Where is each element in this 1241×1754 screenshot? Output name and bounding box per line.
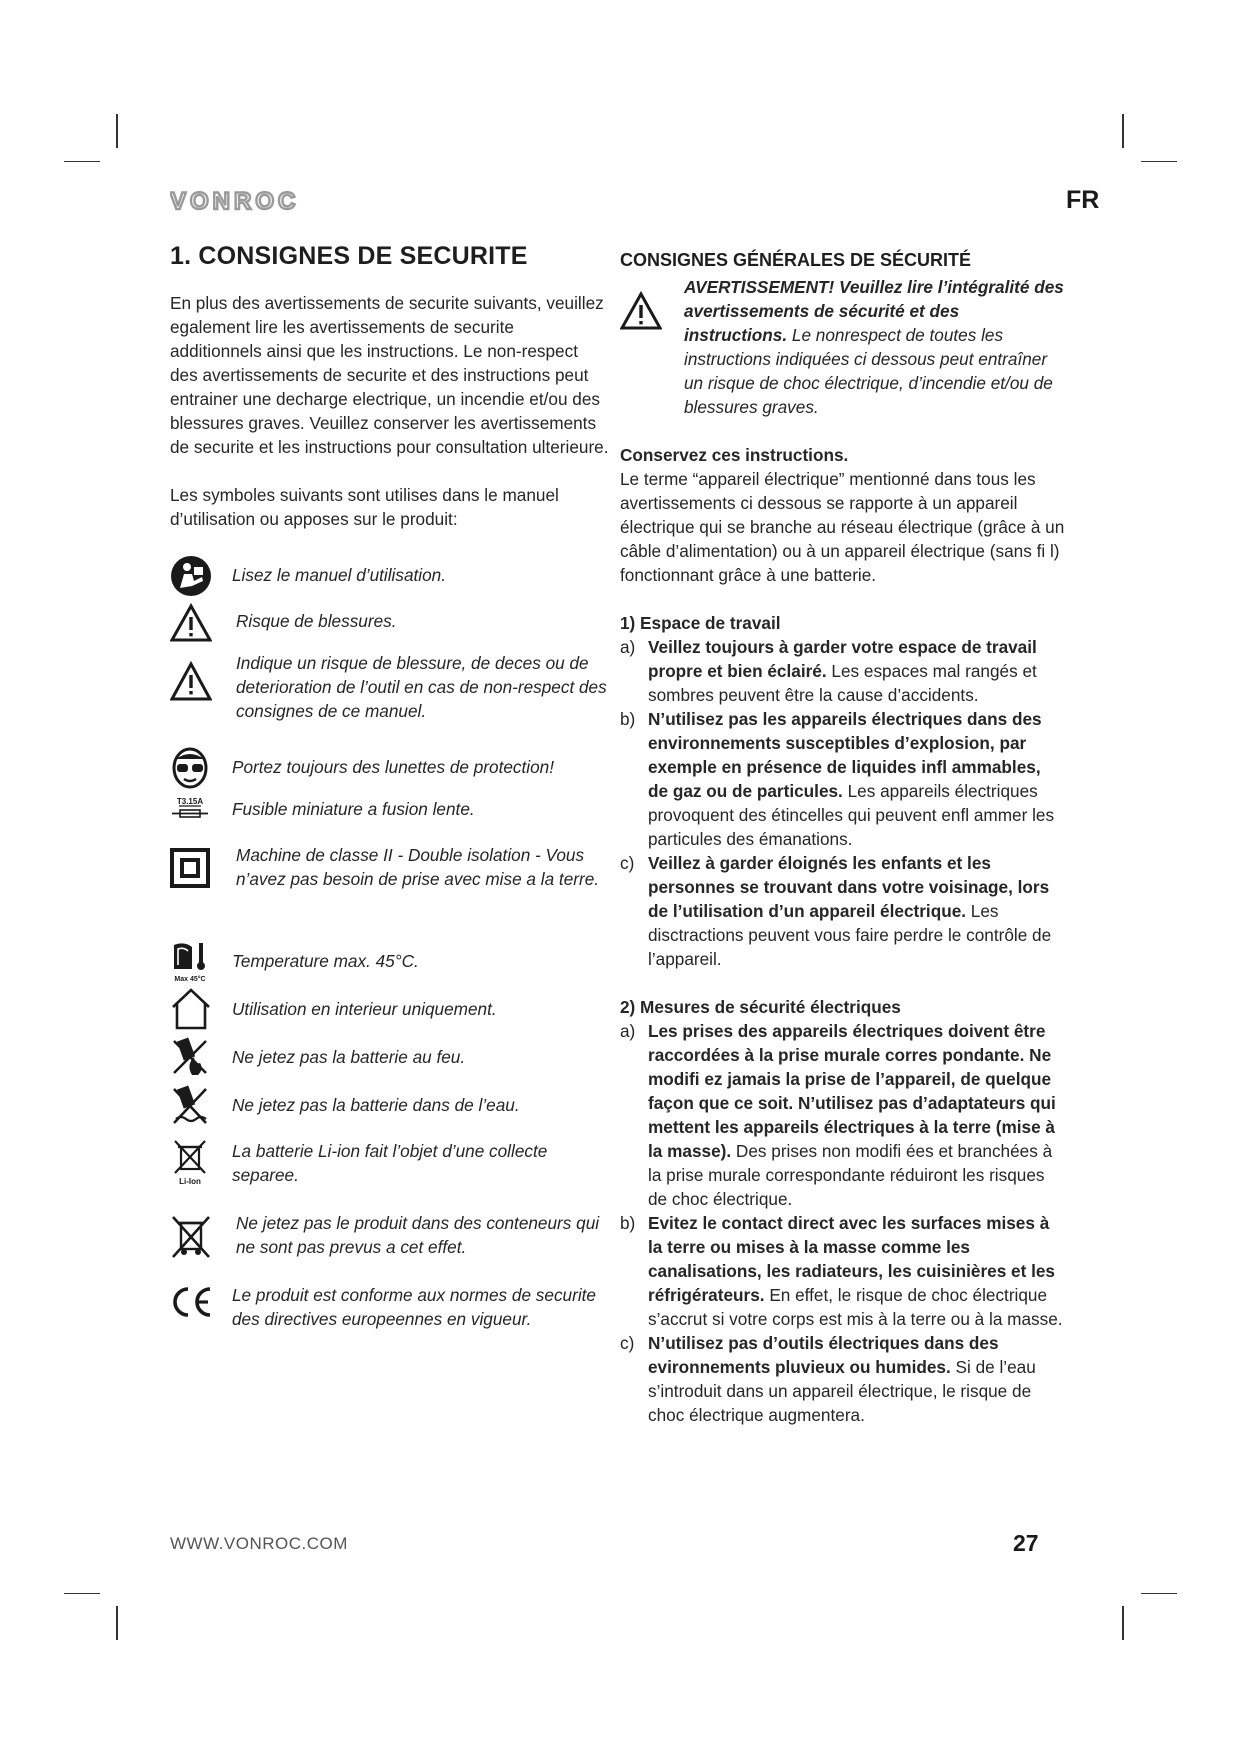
read-manual-icon: [170, 555, 232, 597]
crop-mark: [1122, 1606, 1124, 1640]
indoor-house-icon: [170, 987, 232, 1031]
crop-mark: [64, 161, 100, 162]
symbol-text: Fusible miniature a fusion lente.: [232, 799, 475, 819]
crop-mark: [116, 114, 118, 148]
left-column: [170, 242, 610, 1347]
list-item: [620, 1019, 1065, 1211]
item-text: Si de l’eau s’introduit dans un appareil électrique, le risque de choc électrique augmentera.: [648, 1357, 1036, 1425]
item-bold: N’utilisez pas d’outils électriques dans des evironnements pluvieux ou humides.: [648, 1333, 999, 1377]
item-letter: b): [620, 709, 636, 729]
symbol-text: Le produit est conforme aux normes de securite des directives europeennes en vigueur.: [232, 1285, 596, 1329]
list-item: [620, 851, 1065, 971]
warning-triangle-icon: [170, 603, 232, 643]
symbol-text: Ne jetez pas la batterie au feu.: [232, 1047, 466, 1067]
symbol-text: Utilisation en interieur uniquement.: [232, 999, 497, 1019]
symbol-text: Indique un risque de blessure, de deces ou de deterioration de l’outil en cas de non-respect des consignes de ce manuel.: [236, 653, 607, 721]
symbol-item: [170, 1035, 610, 1083]
keep-instructions: [620, 443, 1065, 587]
no-fire-battery-icon: [170, 1035, 232, 1079]
symbol-item: [170, 1131, 610, 1203]
item-letter: b): [620, 1213, 636, 1233]
item-body: [648, 851, 1065, 971]
symbol-text: Portez toujours des lunettes de protection!: [232, 757, 554, 777]
double-insulation-icon: [170, 843, 232, 889]
warning-triangle-icon: [170, 651, 232, 703]
list-item: [620, 707, 1065, 851]
keep-text: Le terme “appareil électrique” mentionné dans tous les avertissements ci dessous se rapporte à un appareil électrique qui se branche au réseau électrique (grâce à un câble d’alimentation) ou à un appareil électrique (sans fi l) fonctionnant grâce à une batterie.: [620, 469, 1065, 585]
page-number: 27: [1013, 1530, 1039, 1556]
symbol-text: Risque de blessures.: [236, 611, 397, 631]
thermometer-icon: [170, 939, 232, 983]
no-water-battery-icon: [170, 1083, 232, 1127]
symbol-item: [170, 555, 610, 603]
work-area-section: [620, 611, 1065, 971]
crop-mark: [64, 1593, 100, 1594]
item-bold: Evitez le contact direct avec les surfaces mises à la terre ou mises à la masse comme les canalisations, les radiateurs, les cuisinières et les réfrigérateurs.: [648, 1213, 1055, 1305]
symbols-intro: Les symboles suivants sont utilises dans le manuel d’utilisation ou apposes sur le produit:: [170, 485, 559, 529]
symbol-item: [170, 1203, 610, 1275]
crossed-bin-icon: [170, 1203, 232, 1261]
symbol-item: [170, 795, 610, 843]
item-letter: c): [620, 853, 635, 873]
item-text: Des prises non modifi ées et branchées à la prise murale correspondante réduiront les risques de choc électrique.: [648, 1141, 1053, 1209]
brand-text: VONROC: [170, 188, 300, 214]
list-item: [620, 1331, 1065, 1427]
item-letter: c): [620, 1333, 635, 1353]
symbol-item: [170, 1083, 610, 1131]
symbol-item: [170, 843, 610, 939]
safety-glasses-icon: [170, 747, 232, 789]
item-bold: N’utilisez pas les appareils électriques dans des environnements susceptibles d’explosion, par exemple en présence de liquides infl ammables, de gaz ou de particules.: [648, 709, 1042, 801]
item-body: [648, 707, 1065, 851]
general-safety-heading: CONSIGNES GÉNÉRALES DE SÉCURITÉ: [620, 250, 972, 270]
crop-mark: [116, 1606, 118, 1640]
crop-mark: [1141, 1593, 1177, 1594]
li-ion-bin-icon: [170, 1131, 232, 1187]
item-letter: a): [620, 637, 636, 657]
symbol-item: [170, 651, 610, 747]
symbol-text: La batterie Li-ion fait l’objet d’une collecte separee.: [232, 1141, 548, 1185]
item-bold: Veillez à garder éloignés les enfants et les personnes se trouvant dans votre voisinage, lors de l’utilisation d’un appareil électrique.: [648, 853, 1050, 921]
fuse-icon: [170, 795, 232, 825]
fuse-label: T3.15A: [176, 797, 204, 806]
section-title: 1) Espace de travail: [620, 613, 781, 633]
keep-title: Conservez ces instructions.: [620, 445, 849, 465]
temperature-label: Max 45°C: [174, 976, 206, 983]
item-body: [648, 1019, 1065, 1211]
item-body: [648, 635, 1065, 707]
right-column: [620, 250, 1065, 1427]
symbol-text: Ne jetez pas le produit dans des conteneurs qui ne sont pas prevus a cet effet.: [236, 1213, 600, 1257]
intro-paragraph: En plus des avertissements de securite suivants, veuillez egalement lire les avertissements de securite additionnels ainsi que les instructions. Le non-respect des avertissements de securite et des instructions peut entrainer une decharge electrique, un incendie et/ou des blessures graves. Veuillez conserver les avertissements de securite et les instructions pour consultation ulterieure.: [170, 293, 609, 457]
li-ion-label: Li-Ion: [179, 1177, 201, 1186]
item-letter: a): [620, 1021, 636, 1041]
crop-mark: [1122, 114, 1124, 148]
warning-text: [684, 275, 1065, 419]
section-title: 2) Mesures de sécurité électriques: [620, 997, 901, 1017]
symbol-text: Machine de classe II - Double isolation - Vous n’avez pas besoin de prise avec mise a la terre.: [236, 845, 600, 889]
symbol-list: [170, 555, 610, 1347]
symbol-text: Lisez le manuel d’utilisation.: [232, 565, 447, 585]
item-text: Les espaces mal rangés et sombres peuvent être la cause d’accidents.: [648, 661, 1037, 705]
symbol-item: [170, 603, 610, 651]
symbol-item: [170, 747, 610, 795]
website-link[interactable]: WWW.VONROC.COM: [170, 1534, 348, 1553]
section-heading: 1. CONSIGNES DE SECURITE: [170, 242, 528, 270]
item-text: Les disctractions peuvent vous faire perdre le contrôle de l’appareil.: [648, 901, 1052, 969]
list-item: [620, 635, 1065, 707]
symbol-text: Ne jetez pas la batterie dans de l’eau.: [232, 1095, 520, 1115]
item-body: [648, 1331, 1065, 1427]
list-item: [620, 1211, 1065, 1331]
item-body: [648, 1211, 1065, 1331]
symbol-item: [170, 939, 610, 987]
vonroc-logo: [170, 188, 320, 214]
warning-bold: AVERTISSEMENT! Veuillez lire l’intégralité des avertissements de sécurité et des instructions.: [684, 277, 1064, 345]
crop-mark: [1141, 161, 1177, 162]
item-text: Les appareils électriques provoquent des étincelles qui peuvent enfl ammer les particules des émanations.: [648, 781, 1055, 849]
symbol-item: [170, 1275, 610, 1347]
symbol-text: Temperature max. 45°C.: [232, 951, 419, 971]
item-text: En effet, le risque de choc électrique s’accrut si votre corps est mis à la terre ou à la masse.: [648, 1285, 1063, 1329]
item-bold: Les prises des appareils électriques doivent être raccordées à la prise murale corres pondante. Ne modifi ez jamais la prise de l’appareil, de quelque façon que ce soit. N’utilisez pas d’adaptateurs qui mettent les appareils électriques à la terre (mise à la masse).: [648, 1021, 1056, 1161]
electrical-safety-section: [620, 995, 1065, 1427]
ce-mark-icon: [170, 1275, 232, 1319]
warning-rest: Le nonrespect de toutes les instructions indiquées ci dessous peut entraîner un risque de choc électrique, d’incendie et/ou de blessures graves.: [684, 325, 1053, 417]
language-code: FR: [1066, 186, 1100, 214]
item-bold: Veillez toujours à garder votre espace de travail propre et bien éclairé.: [648, 637, 1037, 681]
symbol-item: [170, 987, 610, 1035]
warning-block: [620, 275, 1065, 419]
warning-triangle-icon: [620, 275, 684, 419]
